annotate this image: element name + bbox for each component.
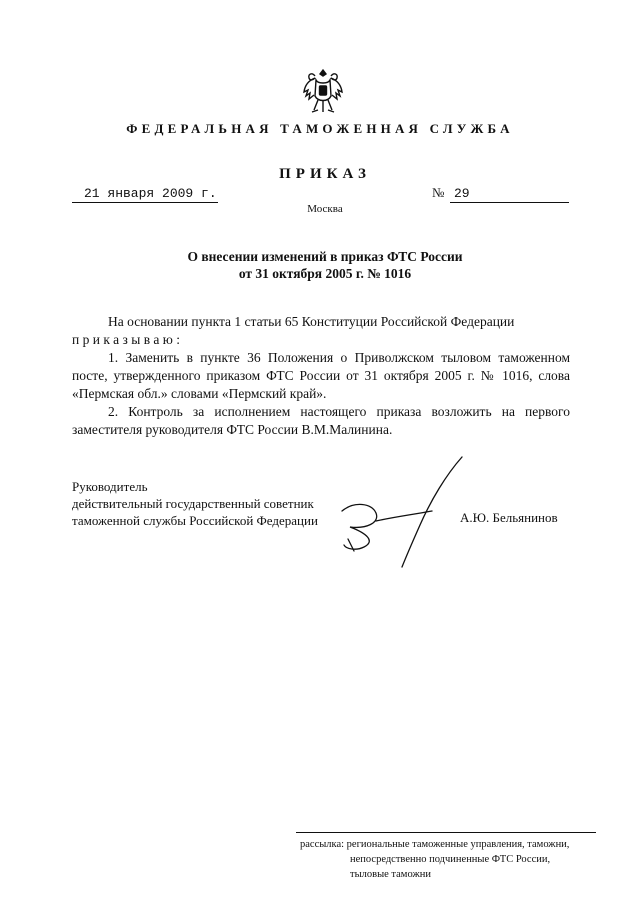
order-subject <box>0 248 640 282</box>
distribution-line-3: тыловые таможни <box>350 869 431 880</box>
city: Москва <box>307 203 343 215</box>
handwritten-signature <box>336 455 466 570</box>
signatory-title <box>72 478 318 529</box>
agency-name: ФЕДЕРАЛЬНАЯ ТАМОЖЕННАЯ СЛУЖБА <box>126 121 514 136</box>
signatory-title-line-2: действительный государственный советник <box>72 496 314 511</box>
order-number-label: № <box>432 185 445 200</box>
distribution-line-1: рассылка: региональные таможенные управления, таможни, <box>300 839 570 850</box>
subject-line-1: О внесении изменений в приказ ФТС России <box>187 249 463 264</box>
signatory-title-line-3: таможенной службы Российской Федерации <box>72 513 318 528</box>
order-number: 29 <box>450 186 569 203</box>
distribution-list <box>300 837 600 882</box>
basis-paragraph: На основании пункта 1 статьи 65 Конституции Российской Федерации <box>108 314 515 329</box>
order-body <box>72 313 570 439</box>
subject-line-2: от 31 октября 2005 г. № 1016 <box>238 266 412 281</box>
signatory-title-line-1: Руководитель <box>72 479 148 494</box>
document-type-title: ПРИКАЗ <box>279 166 371 182</box>
signer-name: А.Ю. Бельянинов <box>460 510 558 525</box>
order-date: 21 января 2009 г. <box>72 186 218 203</box>
coat-of-arms-icon <box>300 66 346 120</box>
distribution-divider <box>296 832 596 833</box>
order-item-2: 2. Контроль за исполнением настоящего приказа возложить на первого заместителя руководителя ФТС России В.М.Малинина. <box>72 404 570 437</box>
order-item-1: 1. Заменить в пункте 36 Положения о Приволжском тыловом таможенном посте, утвержденного приказом ФТС России от 31 октября 2005 г. № 1016, слова «Пермская обл.» словами «Пермский край». <box>72 350 570 401</box>
distribution-line-2: непосредственно подчиненные ФТС России, <box>350 854 551 865</box>
order-word: приказываю: <box>72 332 184 347</box>
